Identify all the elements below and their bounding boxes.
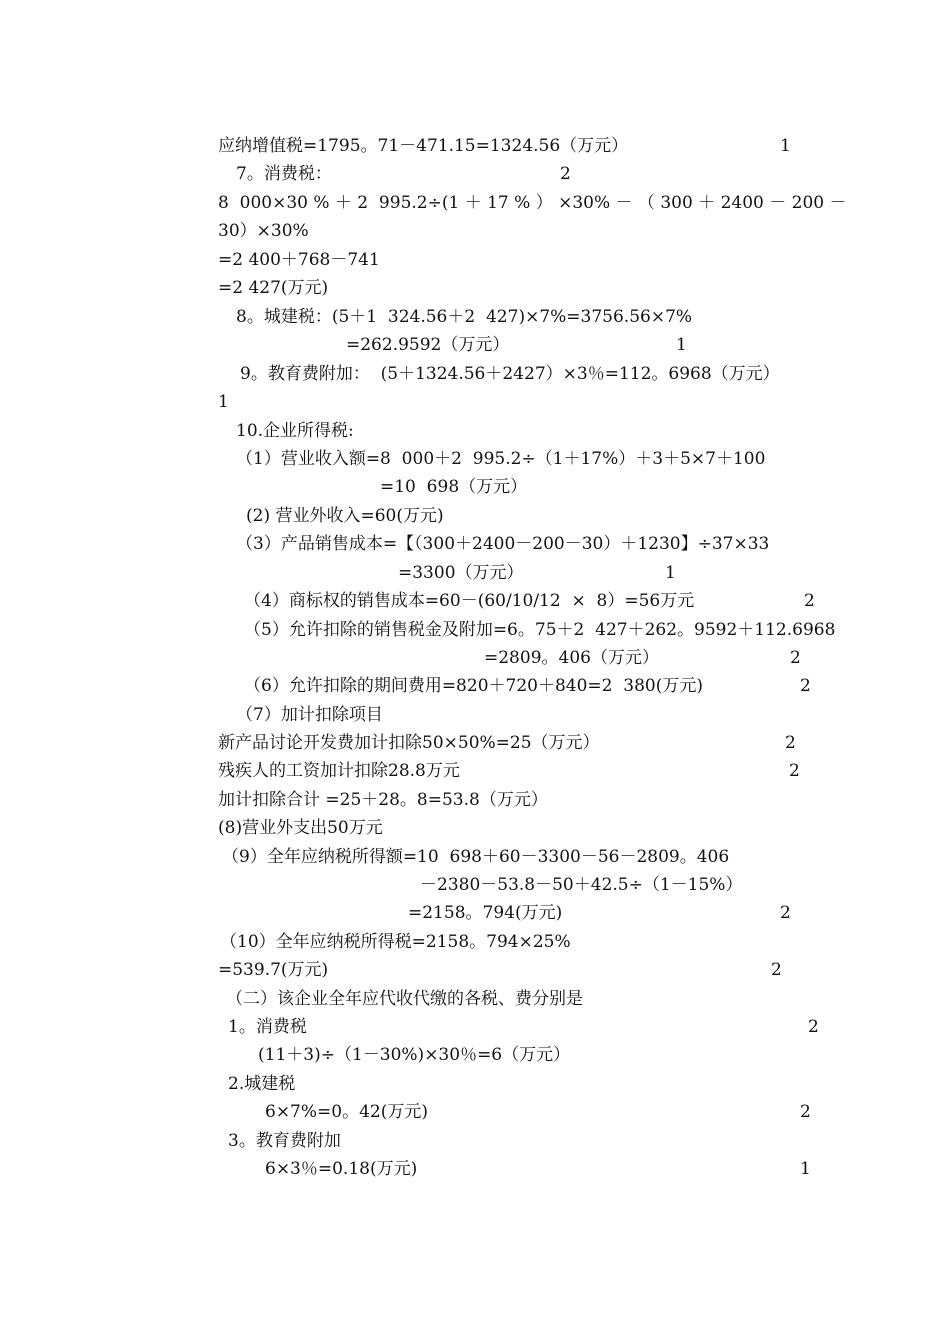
score-mark: 2: [560, 164, 571, 184]
text-line: 30）×30%: [218, 221, 309, 241]
score-mark: 2: [804, 591, 815, 611]
text-line: =3300（万元）: [398, 563, 524, 583]
text-line: =2 427(万元): [218, 278, 329, 298]
score-mark: 1: [800, 1159, 811, 1179]
text-line: （9）全年应纳税所得额=10 698＋60－3300－56－2809。406: [222, 847, 730, 867]
text-line: 9。教育费附加： (5＋1324.56＋2427）×3％=112。6968（万元）: [240, 364, 780, 384]
score-mark: 2: [800, 1102, 811, 1122]
text-line: =10 698（万元）: [380, 477, 528, 497]
text-line: （7）加计扣除项目: [236, 705, 383, 725]
text-line: =262.9592（万元）: [346, 335, 510, 355]
score-mark: 2: [800, 676, 811, 696]
text-line: 应纳增值税=1795。71－471.15=1324.56（万元）: [218, 136, 629, 156]
text-line: （3）产品销售成本=【（300＋2400－200－30）＋1230】÷37×33: [236, 534, 770, 554]
text-line: =539.7(万元): [218, 960, 329, 980]
text-line: 3。教育费附加: [228, 1131, 341, 1151]
score-mark: 1: [218, 392, 229, 412]
text-line: 2.城建税: [228, 1074, 296, 1094]
text-line: 残疾人的工资加计扣除28.8万元: [218, 761, 460, 781]
score-mark: 2: [790, 648, 801, 668]
score-mark: 1: [780, 136, 791, 156]
text-line: 加计扣除合计 =25＋28。8=53.8（万元）: [218, 790, 548, 810]
score-mark: 2: [771, 960, 782, 980]
text-line: 新产品讨论开发费加计扣除50×50%=25（万元）: [218, 733, 600, 753]
score-mark: 2: [785, 733, 796, 753]
text-line: 7。消费税：: [236, 164, 332, 184]
text-line: 6×3％=0.18(万元): [265, 1159, 418, 1179]
text-line: 8 000×30 % ＋ 2 995.2÷(1 ＋ 17 % ） ×30% － （ 300 ＋ 2400 － 200 －: [218, 193, 847, 213]
text-line: (11＋3)÷（1－30%)×30％=6（万元）: [258, 1045, 571, 1065]
text-line: （5）允许扣除的销售税金及附加=6。75＋2 427＋262。9592＋112.6968: [244, 620, 836, 640]
text-line: （6）允许扣除的期间费用=820＋720＋840=2 380(万元): [244, 676, 703, 696]
text-line: －2380－53.8－50＋42.5÷（1－15%）: [420, 875, 743, 895]
score-mark: 2: [780, 903, 791, 923]
text-line: =2 400＋768－741: [218, 250, 380, 270]
score-mark: 2: [789, 761, 800, 781]
score-mark: 1: [676, 335, 687, 355]
text-line: 6×7%=0。42(万元): [265, 1102, 428, 1122]
text-line: （二）该企业全年应代收代缴的各税、费分别是: [226, 989, 583, 1009]
text-line: =2158。794(万元): [408, 903, 563, 923]
text-line: 8。城建税：(5＋1 324.56＋2 427)×7%=3756.56×7%: [236, 307, 693, 327]
score-mark: 2: [808, 1017, 819, 1037]
text-line: 1。消费税: [228, 1017, 307, 1037]
text-line: （10）全年应纳税所得税=2158。794×25%: [220, 932, 571, 952]
text-line: (8)营业外支出50万元: [218, 818, 383, 838]
text-line: 10.企业所得税:: [236, 421, 354, 441]
score-mark: 1: [665, 563, 676, 583]
text-line: (2) 营业外收入=60(万元): [246, 506, 444, 526]
text-line: =2809。406（万元）: [484, 648, 659, 668]
text-line: （1）营业收入额=8 000＋2 995.2÷（1＋17%）＋3＋5×7＋100: [236, 449, 766, 469]
text-line: （4）商标权的销售成本=60－(60/10/12 × 8）=56万元: [244, 591, 695, 611]
